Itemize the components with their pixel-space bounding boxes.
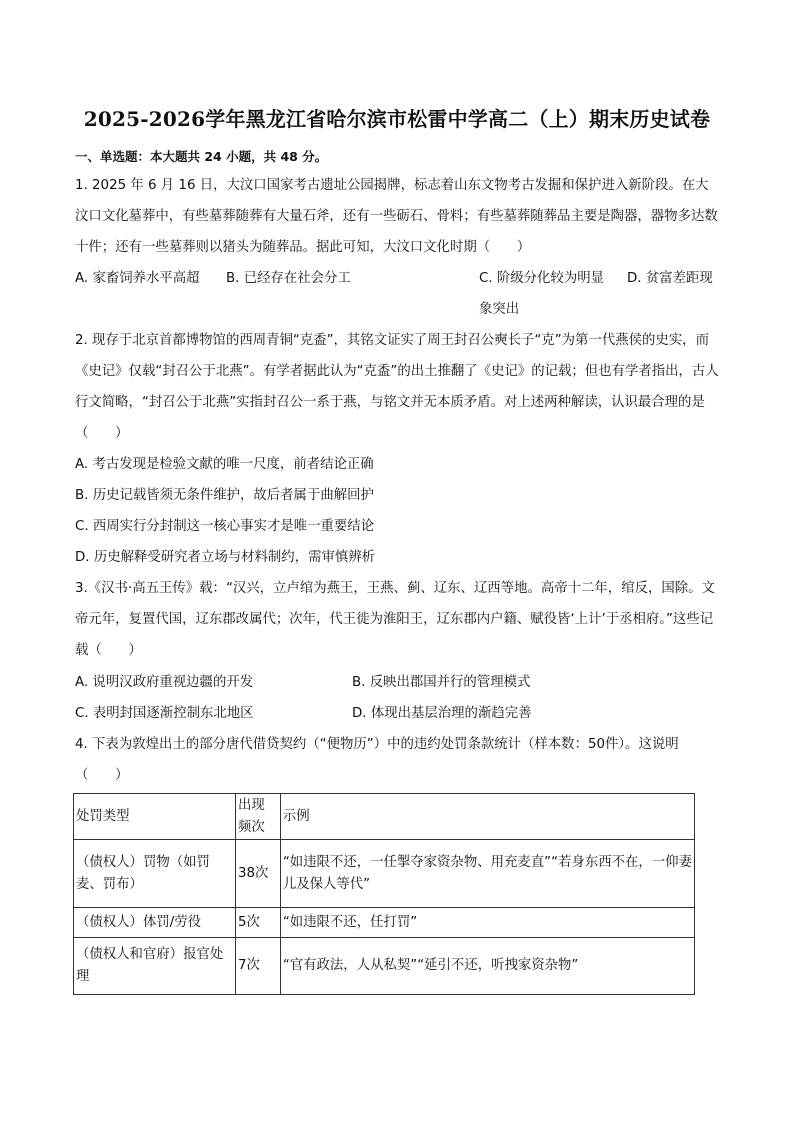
table-cell: 5次 (236, 908, 281, 938)
question-1-option-a: A. 家畜饲养水平高超 (75, 271, 200, 286)
table-cell: “官有政法，人从私契”“延引不还，听拽家资杂物” (280, 938, 694, 995)
section-heading: 一、单选题：本大题共 24 小题，共 48 分。 (75, 149, 328, 164)
table-cell: “如违限不还，一任掣夺家资杂物、用充麦直”“若身东西不在，一仰妻儿及保人等代” (280, 840, 694, 908)
question-2-option-c: C. 西周实行分封制这一核心事实才是唯一重要结论 (75, 519, 375, 534)
table-header-row (74, 794, 695, 840)
question-1-stem: 1. 2025 年 6 月 16 日，大汶口国家考古遗址公园揭牌，标志着山东文物考古发掘和保护进入新阶段。在大汶口文化墓葬中，有些墓葬随葬有大量石斧，还有一些砺石、骨料；有些墓葬随葬品主要是陶器，器物多达数十件；还有一些墓葬则以猪头为随葬品。据此可知，大汶口文化时期（ ） (75, 178, 718, 255)
question-1-option-b: B. 已经存在社会分工 (226, 271, 351, 286)
question-1-option-c-d (479, 263, 721, 325)
table-header-cell: 示例 (280, 794, 694, 840)
question-1-option-d: D. 贫富差距现象突出 (479, 271, 713, 317)
penalty-table (73, 793, 695, 995)
table-cell: （债权人）体罚/劳役 (74, 908, 236, 938)
table-header-cell: 处罚类型 (74, 794, 236, 840)
question-1-option-c: C. 阶级分化较为明显 (479, 271, 604, 286)
question-4-stem: 4. 下表为敦煌出土的部分唐代借贷契约（“便物历”）中的违约处罚条款统计（样本数：50件）。这说明（ ） (75, 737, 679, 783)
question-2-stem: 2. 现存于北京首都博物馆的西周青铜“克盉”，其铭文证实了周王封召公奭长子“克”为第一代燕侯的史实，而《史记》仅载“封召公于北燕”。有学者据此认为“克盉”的出土推翻了《史记》的记载；但也有学者指出，古人行文简略，“封召公于北燕”实指封召公一系于燕，与铭文并无本质矛盾。对上述两种解读，认识最合理的是（ ） (75, 333, 719, 441)
question-3-option-d: D. 体现出基层治理的渐趋完善 (352, 706, 532, 721)
question-2-option-a: A. 考古发现是检验文献的唯一尺度，前者结论正确 (75, 457, 374, 472)
question-2-option-d: D. 历史解释受研究者立场与材料制约，需审慎辨析 (75, 550, 376, 565)
table-row (74, 908, 695, 938)
table-cell: 7次 (236, 938, 281, 995)
question-3-stem: 3.《汉书·高五王传》载：“汉兴，立卢绾为燕王，王燕、蓟、辽东、辽西等地。高帝十二年，绾反，国除。文帝元年，复置代国，辽东郡改属代；次年，代王徙为淮阳王，辽东郡内户籍、赋役皆‘上计’于丞相府。”这些记载（ ） (75, 581, 715, 658)
table-cell: （债权人）罚物（如罚麦、罚布） (74, 840, 236, 908)
table-row (74, 840, 695, 908)
table-cell: “如违限不还，任打罚” (280, 908, 694, 938)
question-3-option-a: A. 说明汉政府重视边疆的开发 (75, 675, 254, 690)
table-cell: （债权人和官府）报官处理 (74, 938, 236, 995)
table-header-cell: 出现频次 (236, 794, 281, 840)
table-row (74, 938, 695, 995)
question-3-option-c: C. 表明封国逐渐控制东北地区 (75, 706, 254, 721)
question-3-option-b: B. 反映出郡国并行的管理模式 (352, 675, 531, 690)
question-2-option-b: B. 历史记载皆须无条件维护，故后者属于曲解回护 (75, 488, 374, 503)
table-cell: 38次 (236, 840, 281, 908)
exam-title: 2025-2026学年黑龙江省哈尔滨市松雷中学高二（上）期末历史试卷 (83, 107, 711, 131)
